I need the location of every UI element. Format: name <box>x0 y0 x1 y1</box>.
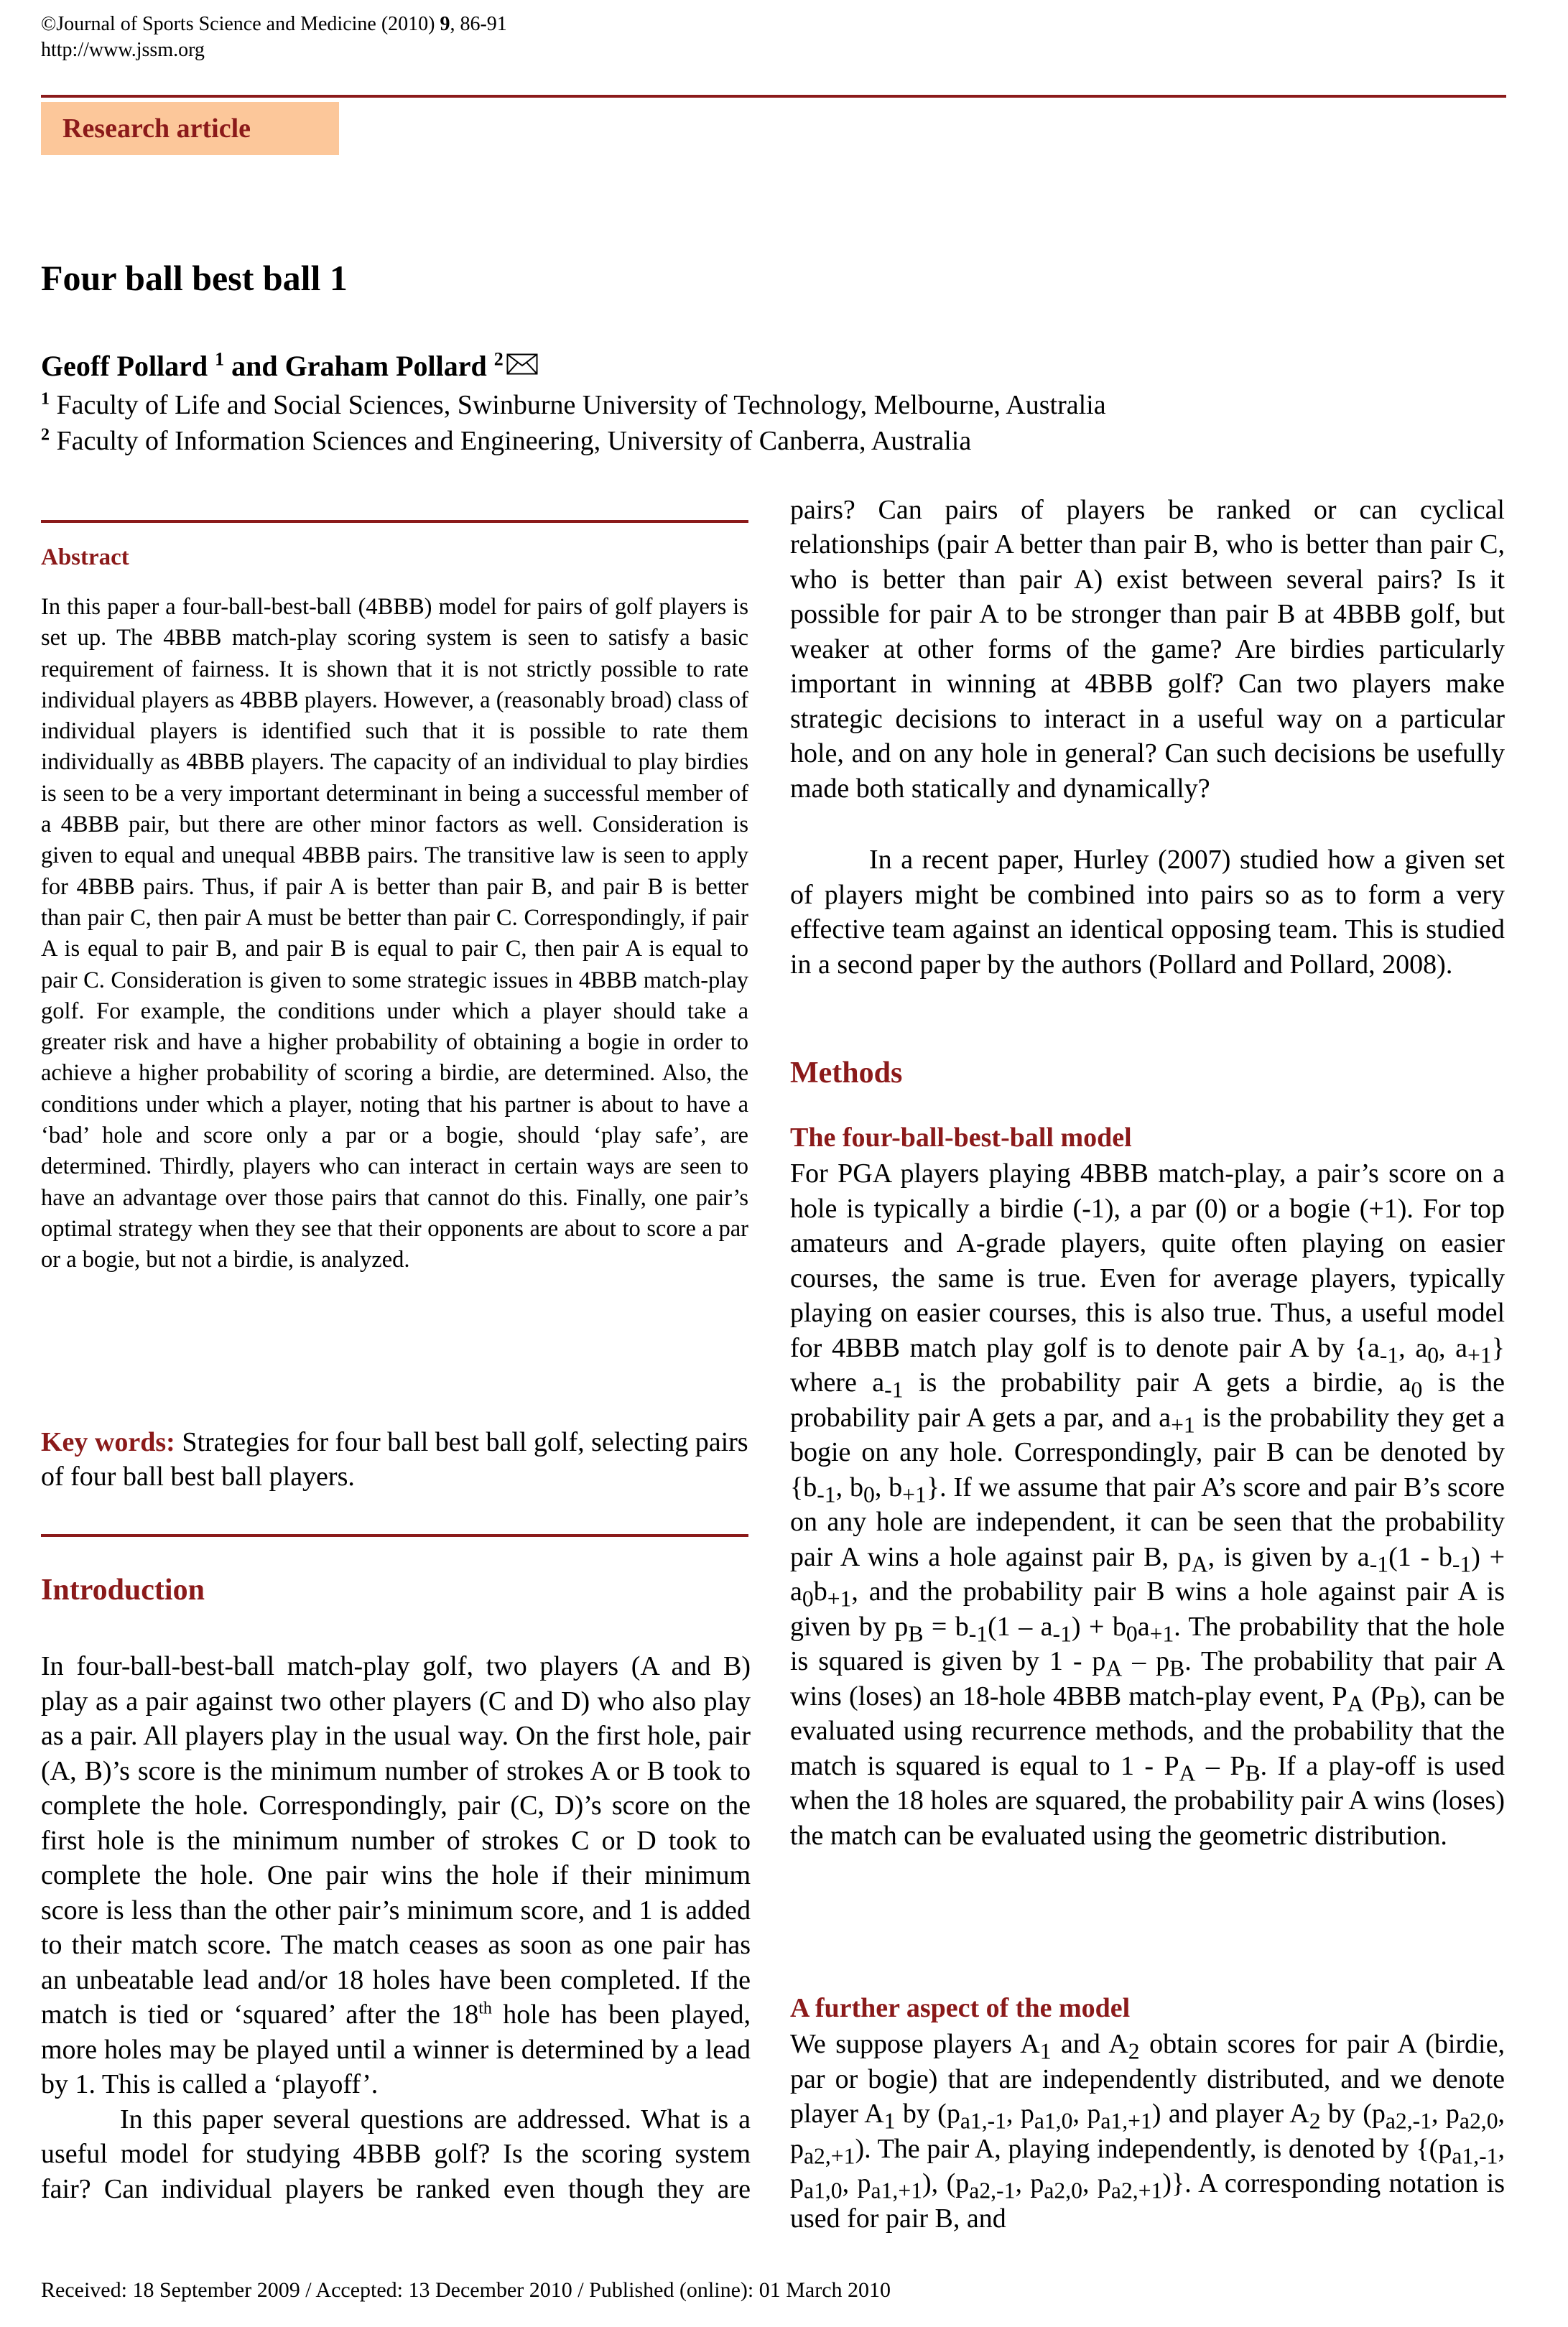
model-paragraph: For PGA players playing 4BBB match-play, a pair’s score on a hole is typically a birdie (-1), a par (0) or a bogie (+1). For top amateurs and A-grade players, quite often playing on easier courses, the same is true. Even for average players, typically playing on easier courses, this is also true. Thus, a useful model for 4BBB match play golf is to denote pair A by {$a_{-1}$, $a_0$, $a_{+1}$} where $a_{-1}$ is the probability pair A gets a birdie, $a_0$ is the probability pair A gets a par, and $a_{+1}$ is the probability they get a bogie on any hole. Correspondingly, pair B can be denoted by {$b_{-1}$, $b_0$, $b_{+1}$}. If we assume that pair A’s score and pair B’s score on any hole are independent, it can be seen that the probability pair A wins a hole against pair B, $p_A$, is given by $a_{-1}(1 - b_{-1}) + a_0b_{+1}$, and the probability pair B wins a hole against pair A is given by $p_B = b_{-1}(1 - a_{-1}) + b_0a_{+1}$. The probability that the hole is squared is given by $1 - p_A - p_B$. The probability that pair A wins (loses) an 18-hole 4BBB match-play event, $P_A$ $(P_B)$, can be evaluated using recurrence methods, and the probability that the match is squared is equal to $1 - P_A - P_B$. If a play-off is used when the 18 holes are squared, the probability pair A wins (loses) the match can be evaluated using the geometric distribution. <box>790 1158 1506 1851</box>
intro-p2-continuation <box>790 493 1505 806</box>
further-aspect-text <box>790 2027 1505 2236</box>
model-subheading: The four-ball-best-ball model <box>790 1123 1132 1153</box>
journal-url[interactable]: http://www.jssm.org <box>41 39 205 61</box>
affiliation-2-text: Faculty of Information Sciences and Engineering, University of Canberra, Australia <box>50 426 972 456</box>
intro-p1-part-b: hole has been played, more holes may be played until a winner is determined by a lead by 1. This is called a ‘playoff’. <box>41 1999 751 2099</box>
intro-paragraph-1 <box>41 1649 751 2102</box>
affiliation-1-number: 1 <box>41 389 50 409</box>
intro-p1-part-a: In four-ball-best-ball match-play golf, two players (A and B) play as a pair against two other players (C and D) who also play as a pair. All players play in the usual way. On the first hole, pair (A, B)’s score is the minimum number of strokes A or B took to complete the hole. Correspondingly, pair (C, D)’s score on the first hole is the minimum number of strokes C or D took to complete the hole. One pair wins the hole if their minimum score is less than the other pair’s minimum score, and 1 is added to their match score. The match ceases as soon as one pair has an unbeatable lead and/or 18 holes have been completed. If the match is tied or ‘squared’ after the 18 <box>41 1651 751 2030</box>
publication-dates-footer: Received: 18 September 2009 / Accepted: 13 December 2010 / Published (online): 01 March 2010 <box>41 2278 891 2302</box>
intro-paragraph-3 <box>790 842 1505 982</box>
header-rule <box>41 95 1506 98</box>
intro-paragraph-2-start <box>41 2102 751 2207</box>
introduction-text-left <box>41 1649 751 2207</box>
envelope-icon[interactable] <box>506 353 538 375</box>
author-1: Geoff Pollard <box>41 350 208 382</box>
author-line <box>41 349 538 383</box>
abstract-bottom-rule <box>41 1534 748 1537</box>
journal-header <box>41 11 507 63</box>
introduction-heading: Introduction <box>41 1574 205 1607</box>
intro-p3-text: In a recent paper, Hurley (2007) studied how a given set of players might be combined into pairs so as to form a very effective team against an identical opposing team. This is studied in a second paper by the authors (Pollard and Pollard, 2008). <box>790 845 1505 980</box>
abstract-top-rule <box>41 520 748 523</box>
keywords-label: Key words: <box>41 1427 175 1457</box>
intro-p2-text-left: In this paper several questions are addressed. What is a useful model for studying 4BBB golf? Is the scoring system fair? Can individual players be ranked even though they are <box>41 2104 751 2204</box>
intro-p1-superscript: th <box>478 1999 492 2018</box>
intro-paragraph-2-continued <box>790 493 1505 806</box>
article-title: Four ball best ball 1 <box>41 258 348 298</box>
affiliation-1 <box>41 388 1106 422</box>
further-aspect-subheading: A further aspect of the model <box>790 1993 1131 2023</box>
introduction-text-right <box>790 493 1505 842</box>
affiliation-1-text: Faculty of Life and Social Sciences, Swinburne University of Technology, Melbourne, Australia <box>50 390 1106 420</box>
abstract-heading: Abstract <box>41 544 129 570</box>
methods-heading: Methods <box>790 1056 903 1090</box>
abstract-text: In this paper a four-ball-best-ball (4BBB) model for pairs of golf players is set up. The 4BBB match-play scoring system is seen to satisfy a basic requirement of fairness. It is shown that it is not strictly possible to rate individual players as 4BBB players. However, a (reasonably broad) class of individual players is identified such that it is possible to rate them individually as 4BBB players. The capacity of an individual to play birdies is seen to be a very important determinant in being a successful member of a 4BBB pair, but there are other minor factors as well. Consideration is given to equal and unequal 4BBB pairs. The transitive law is seen to apply for 4BBB pairs. Thus, if pair A is better than pair B, and pair B is better than pair C, then pair A must be better than pair C. Correspondingly, if pair A is equal to pair B, and pair B is equal to pair C, then pair A is equal to pair C. Consideration is given to some strategic issues in 4BBB match-play golf. For example, the conditions under which a player should take a greater risk and have a higher probability of obtaining a bogie in order to achieve a higher probability of scoring a birdie, are determined. Also, the conditions under which a player, noting that his partner is about to have a ‘bad’ hole and score only a par or a bogie, should ‘play safe’, are determined. Thirdly, players who can interact in certain ways are seen to have an advantage over those pairs that cannot do this. Finally, one pair’s optimal strategy when they see that their opponents are about to score a par or a bogie, but not a birdie, is analyzed. <box>41 594 748 1273</box>
affiliation-2-number: 2 <box>41 425 50 445</box>
intro-p2-text-right: pairs? Can pairs of players be ranked or can cyclical relationships (pair A better than pair B, who is better than pair C, who is better than pair A) exist between several pairs? Is it possible for pair A to be stronger than pair B at 4BBB golf, but weaker at other forms of the game? Are birdies particularly important in winning at 4BBB golf? Can two players make strategic decisions to interact in a useful way on a particular hole, and on any hole in general? Can such decisions be usefully made both statically and dynamically? <box>790 494 1505 804</box>
further-aspect-paragraph: We suppose players $A_1$ and $A_2$ obtain scores for pair A (birdie, par or bogie) that are independently distributed, and we denote player $A_1$ by ($p_{a1,-1}$, $p_{a1,0}$, $p_{a1,+1}$) and player $A_2$ by ($p_{a2,-1}$, $p_{a2,0}$, $p_{a2,+1}$). The pair A, playing independently, is denoted by {($p_{a1,-1}$, $p_{a1,0}$, $p_{a1,+1}$), ($p_{a2,-1}$, $p_{a2,0}$, $p_{a2,+1}$)}. A corresponding notation is used for pair B, and <box>790 2029 1506 2234</box>
keywords-text: Strategies for four ball best ball golf, selecting pairs of four ball best ball players. <box>41 1427 748 1492</box>
keywords <box>41 1425 759 1494</box>
author-2: and Graham Pollard <box>224 350 494 382</box>
model-text <box>790 1156 1505 1853</box>
journal-volume: 9 <box>440 13 450 35</box>
article-type-badge: Research article <box>41 102 339 155</box>
affiliation-2 <box>41 424 971 458</box>
journal-citation: ©Journal of Sports Science and Medicine (2010) <box>41 13 440 35</box>
author-2-affil: 2 <box>493 348 504 370</box>
author-1-affil: 1 <box>215 348 225 370</box>
journal-pages: , 86-91 <box>450 13 507 35</box>
